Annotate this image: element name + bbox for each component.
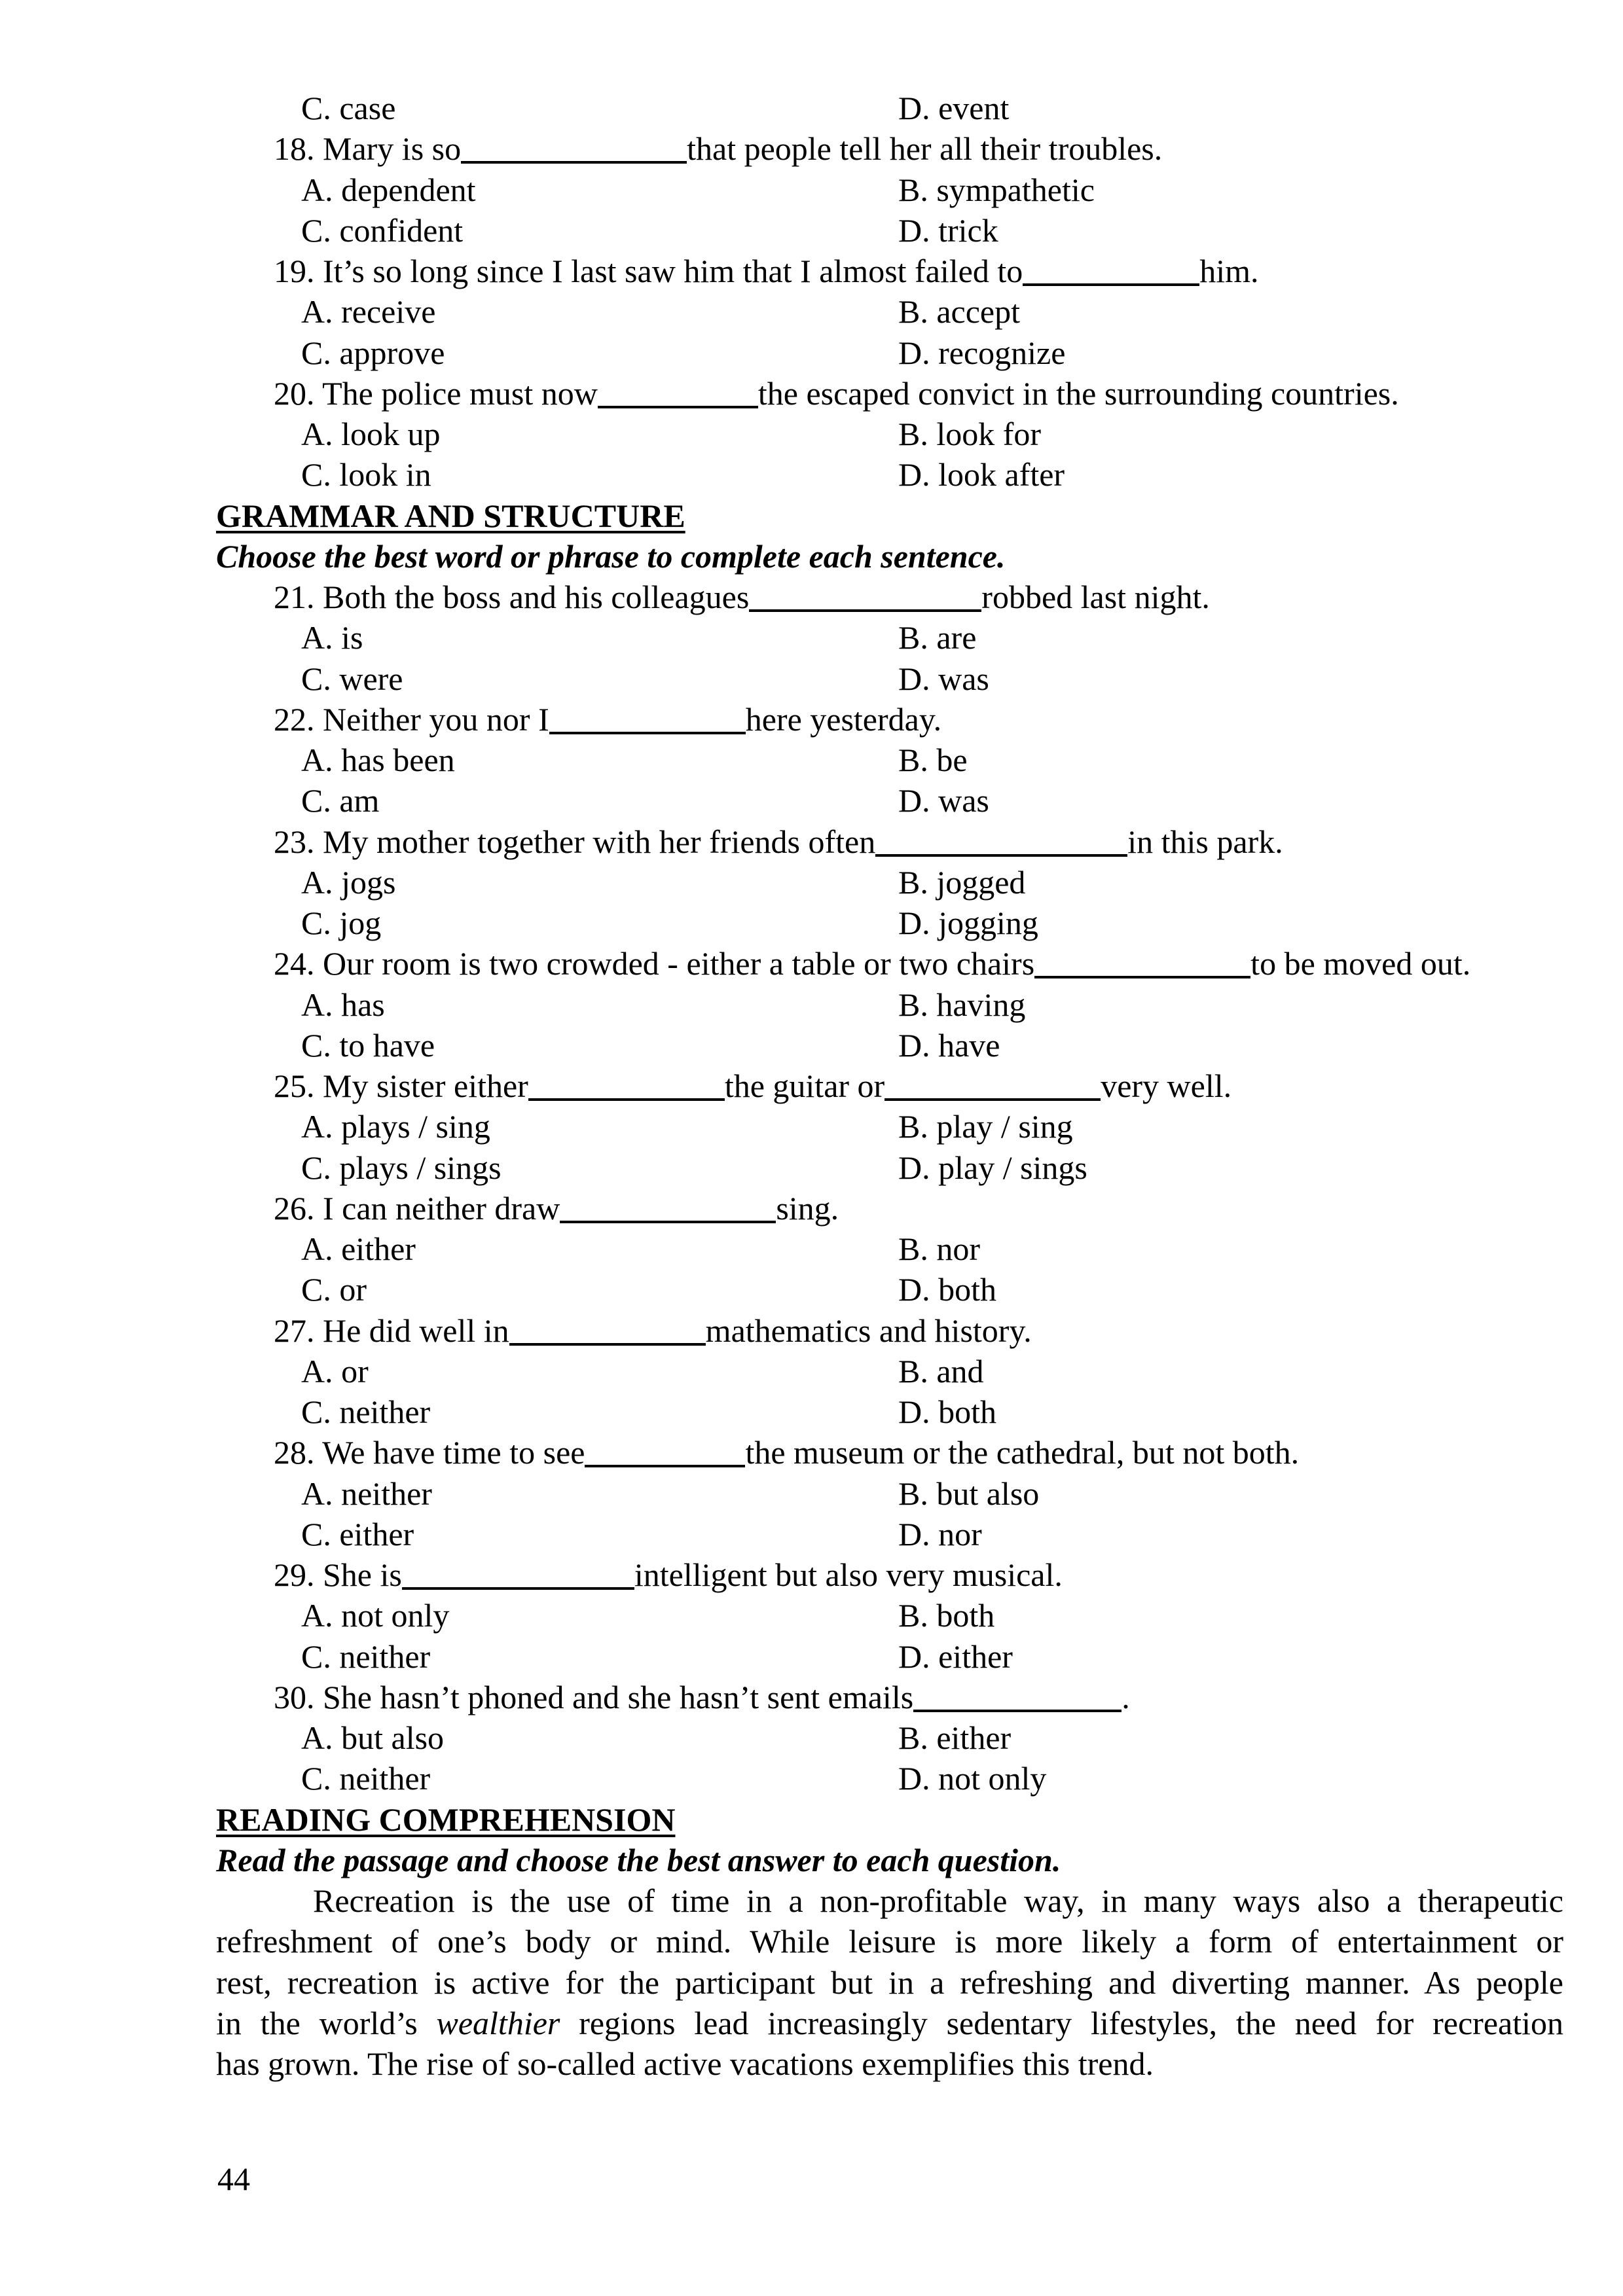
option-b: B. nor bbox=[898, 1230, 980, 1267]
question-stem bbox=[274, 128, 1162, 169]
question-stem bbox=[274, 577, 1210, 617]
question-text-before: 30. She hasn’t phoned and she hasn’t sent emails bbox=[274, 1678, 914, 1715]
answer-blank[interactable] bbox=[1023, 257, 1199, 286]
option-c: C. neither bbox=[301, 1760, 431, 1797]
passage-line: has grown. The rise of so-called active vacations exemplifies this trend. bbox=[216, 2045, 1154, 2082]
option-b: B. be bbox=[898, 742, 968, 778]
question-text-before: 28. We have time to see bbox=[274, 1434, 585, 1471]
question-stem bbox=[274, 1188, 839, 1229]
question-text-before: 29. She is bbox=[274, 1556, 402, 1593]
answer-blank[interactable] bbox=[884, 1072, 1101, 1101]
answer-blank[interactable] bbox=[585, 1439, 745, 1467]
option-b: B. jogged bbox=[898, 863, 1026, 901]
question-text-after: in this park. bbox=[1127, 823, 1283, 860]
question-text-after: sing. bbox=[776, 1189, 839, 1227]
passage-line: rest, recreation is active for the participant but in a refreshing and diverting manner. As people bbox=[216, 1964, 1563, 2001]
option-d: D. recognize bbox=[898, 334, 1066, 371]
option-a: A. has bbox=[301, 986, 385, 1023]
question-text-after: that people tell her all their troubles. bbox=[687, 130, 1163, 168]
question-stem bbox=[274, 1554, 1063, 1595]
question-text-before: 23. My mother together with her friends often bbox=[274, 823, 876, 860]
answer-blank[interactable] bbox=[560, 1194, 776, 1223]
question-text-before: 22. Neither you nor I bbox=[274, 700, 549, 738]
question-stem bbox=[274, 821, 1283, 862]
passage-line bbox=[216, 2003, 1563, 2043]
option-c: C. to have bbox=[301, 1026, 435, 1064]
question-stem bbox=[274, 1310, 1032, 1351]
option-d: D. have bbox=[898, 1026, 1000, 1064]
option-d: D. nor bbox=[898, 1515, 982, 1552]
option-d: D. look after bbox=[898, 456, 1065, 493]
option-d: D. was bbox=[898, 660, 989, 697]
passage-italic-word: wealthier bbox=[436, 2004, 560, 2041]
option-d: D. not only bbox=[898, 1760, 1047, 1797]
option-a: A. neither bbox=[301, 1475, 432, 1512]
option-c: C. look in bbox=[301, 456, 431, 493]
option-c: C. am bbox=[301, 782, 380, 819]
option-c: C. neither bbox=[301, 1393, 431, 1430]
answer-blank[interactable] bbox=[1034, 950, 1250, 978]
question-text-before: 24. Our room is two crowded - either a table or two chairs bbox=[274, 945, 1035, 982]
question-text-after: . bbox=[1122, 1678, 1130, 1715]
option-b: B. are bbox=[898, 619, 977, 656]
option-d: D. jogging bbox=[898, 905, 1038, 941]
option-a: A. has been bbox=[301, 742, 455, 778]
question-stem bbox=[274, 943, 1470, 984]
option-b: B. sympathetic bbox=[898, 171, 1095, 208]
section-heading-grammar: GRAMMAR AND STRUCTURE bbox=[216, 497, 685, 534]
option-c: C. plays / sings bbox=[301, 1149, 501, 1186]
question-text-before: 18. Mary is so bbox=[274, 130, 462, 168]
question-text-before: 19. It’s so long since I last saw him that I almost failed to bbox=[274, 253, 1023, 289]
question-text-before: 20. The police must now bbox=[274, 374, 598, 412]
question-text-after: to be moved out. bbox=[1250, 945, 1471, 982]
option-a: A. not only bbox=[301, 1597, 450, 1634]
option-a: A. but also bbox=[301, 1719, 445, 1756]
option-c: C. either bbox=[301, 1515, 414, 1552]
section-instruction-reading: Read the passage and choose the best answer to each question. bbox=[216, 1841, 1061, 1878]
answer-blank[interactable] bbox=[913, 1683, 1122, 1712]
question-text-after: the museum or the cathedral, but not both. bbox=[745, 1434, 1300, 1471]
question-stem bbox=[274, 699, 941, 740]
question-stem bbox=[274, 1066, 1231, 1106]
option-d: D. both bbox=[898, 1393, 996, 1430]
passage-line: Recreation is the use of time in a non-profitable way, in many ways also a therapeutic bbox=[313, 1882, 1563, 1919]
option-a: A. or bbox=[301, 1352, 369, 1390]
option-a: A. either bbox=[301, 1230, 416, 1267]
option-a: A. look up bbox=[301, 416, 441, 452]
option-b: B. play / sing bbox=[898, 1108, 1073, 1145]
question-text-before: 21. Both the boss and his colleagues bbox=[274, 579, 750, 615]
answer-blank[interactable] bbox=[749, 583, 981, 612]
option-c: C. approve bbox=[301, 334, 445, 371]
answer-blank[interactable] bbox=[402, 1561, 634, 1590]
passage-line: refreshment of one’s body or mind. While leisure is more likely a form of entertainment or bbox=[216, 1923, 1563, 1960]
option-a: A. receive bbox=[301, 293, 436, 331]
answer-blank[interactable] bbox=[598, 380, 758, 408]
question-stem bbox=[274, 1677, 1130, 1717]
section-heading-reading: READING COMPREHENSION bbox=[216, 1801, 676, 1838]
option-b: B. having bbox=[898, 986, 1026, 1023]
option-b: B. but also bbox=[898, 1475, 1040, 1512]
question-text-after: the escaped convict in the surrounding countries. bbox=[757, 374, 1399, 412]
option-c: C. confident bbox=[301, 211, 464, 249]
option-d: D. play / sings bbox=[898, 1149, 1087, 1186]
answer-blank[interactable] bbox=[528, 1072, 725, 1101]
question-text-after: mathematics and history. bbox=[705, 1312, 1032, 1349]
answer-blank[interactable] bbox=[549, 706, 746, 734]
section-instruction-grammar: Choose the best word or phrase to complete each sentence. bbox=[216, 537, 1006, 575]
option-b: B. and bbox=[898, 1352, 984, 1390]
option-d: D. event bbox=[898, 90, 1010, 126]
question-text-after: robbed last night. bbox=[981, 579, 1210, 615]
option-c: C. were bbox=[301, 660, 403, 697]
question-text-after: very well. bbox=[1101, 1067, 1232, 1104]
question-text-before: 25. My sister either bbox=[274, 1067, 528, 1104]
option-a: A. dependent bbox=[301, 171, 476, 208]
option-c: C. jog bbox=[301, 905, 382, 941]
option-d: D. both bbox=[898, 1271, 996, 1308]
question-stem bbox=[274, 251, 1259, 291]
option-b: B. look for bbox=[898, 416, 1042, 452]
page-number: 44 bbox=[217, 2161, 250, 2197]
question-text-before: 27. He did well in bbox=[274, 1312, 509, 1349]
question-stem bbox=[274, 1432, 1299, 1473]
option-d: D. either bbox=[898, 1638, 1013, 1675]
passage-text: in the world’s bbox=[216, 2004, 437, 2041]
answer-blank[interactable] bbox=[509, 1317, 706, 1346]
question-text-after: him. bbox=[1199, 253, 1259, 289]
passage-text: regions lead increasingly sedentary lifestyles, the need for recreation bbox=[560, 2004, 1563, 2041]
question-text-middle: the guitar or bbox=[724, 1067, 885, 1104]
option-c: C. or bbox=[301, 1271, 367, 1308]
option-a: A. jogs bbox=[301, 863, 396, 901]
option-d: D. trick bbox=[898, 211, 998, 249]
answer-blank[interactable] bbox=[461, 135, 687, 164]
option-c: C. neither bbox=[301, 1638, 431, 1675]
option-a: A. is bbox=[301, 619, 363, 656]
question-text-before: 26. I can neither draw bbox=[274, 1189, 560, 1227]
option-c: C. case bbox=[301, 90, 396, 126]
question-stem bbox=[274, 373, 1399, 414]
answer-blank[interactable] bbox=[875, 828, 1127, 857]
question-text-after: intelligent but also very musical. bbox=[634, 1556, 1063, 1593]
option-b: B. both bbox=[898, 1597, 995, 1634]
option-b: B. either bbox=[898, 1719, 1012, 1756]
option-d: D. was bbox=[898, 782, 989, 819]
question-text-after: here yesterday. bbox=[745, 700, 942, 738]
option-a: A. plays / sing bbox=[301, 1108, 490, 1145]
option-b: B. accept bbox=[898, 293, 1021, 331]
